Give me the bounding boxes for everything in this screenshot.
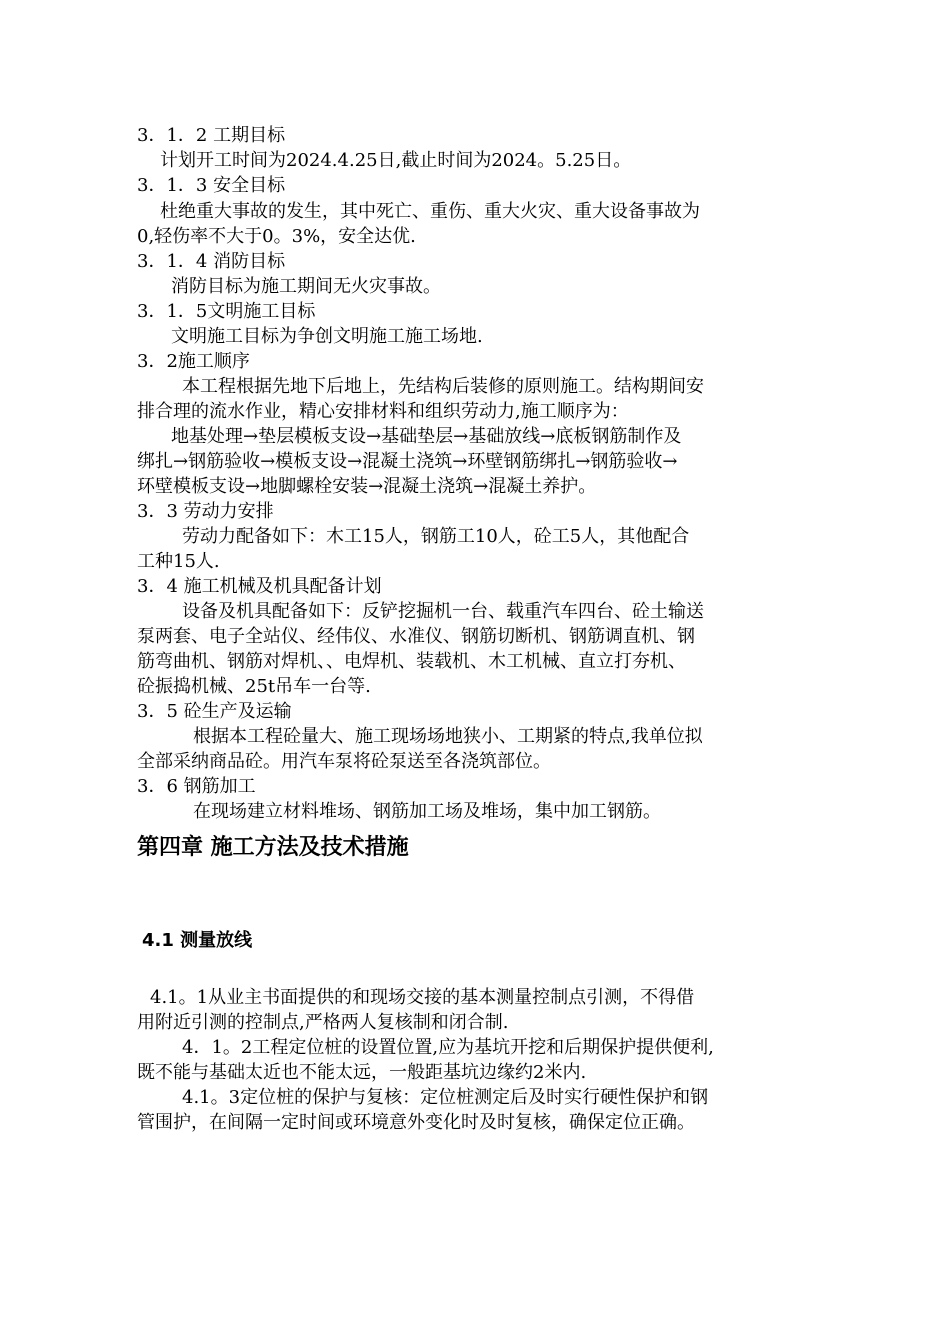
- heading-schedule-goal: 3．1．2 工期目标: [137, 125, 286, 146]
- paragraph-line: 计划开工时间为2024.4.25日,截止时间为2024。5.25日。: [160, 150, 632, 171]
- heading-civilized-goal: 3．1．5文明施工目标: [137, 301, 316, 322]
- heading-labor-arrangement: 3．3 劳动力安排: [137, 501, 274, 522]
- paragraph-line: 消防目标为施工期间无火灾事故。: [171, 276, 441, 297]
- paragraph-line: 泵两套、电子全站仪、经伟仪、水准仪、钢筋切断机、钢筋调直机、钢: [137, 626, 695, 647]
- paragraph-line: 环壁模板支设→地脚螺栓安装→混凝土浇筑→混凝土养护。: [137, 476, 597, 497]
- paragraph-line: 在现场建立材料堆场、钢筋加工场及堆场，集中加工钢筋。: [193, 801, 661, 822]
- heading-construction-sequence: 3．2施工顺序: [137, 351, 250, 372]
- paragraph-line: 绑扎→钢筋验收→模板支设→混凝土浇筑→环壁钢筋绑扎→钢筋验收→: [137, 451, 678, 472]
- paragraph-line: 地基处理→垫层模板支设→基础垫层→基础放线→底板钢筋制作及: [171, 426, 682, 447]
- heading-concrete-production: 3．5 砼生产及运输: [137, 701, 292, 722]
- paragraph-line: 排合理的流水作业，精心安排材料和组织劳动力,施工顺序为：: [137, 401, 629, 422]
- paragraph-line: 设备及机具配备如下：反铲挖掘机一台、载重汽车四台、砼土输送: [182, 601, 704, 622]
- paragraph-line: 工种15人.: [137, 551, 220, 572]
- heading-safety-goal: 3．1．3 安全目标: [137, 175, 286, 196]
- section-title: 4.1 测量放线: [142, 930, 253, 951]
- paragraph-line: 4.1。1从业主书面提供的和现场交接的基本测量控制点引测，不得借: [150, 987, 695, 1008]
- heading-rebar-processing: 3．6 钢筋加工: [137, 776, 256, 797]
- heading-machinery-plan: 3．4 施工机械及机具配备计划: [137, 576, 382, 597]
- heading-fire-goal: 3．1．4 消防目标: [137, 251, 286, 272]
- paragraph-line: 根据本工程砼量大、施工现场场地狭小、工期紧的特点,我单位拟: [193, 726, 703, 747]
- paragraph-line: 管围护，在间隔一定时间或环境意外变化时及时复核，确保定位正确。: [137, 1112, 695, 1133]
- paragraph-line: 筋弯曲机、钢筋对焊机、、电焊机、装载机、木工机械、直立打夯机、: [137, 651, 686, 672]
- paragraph-line: 砼振捣机械、25t吊车一台等.: [137, 676, 371, 697]
- paragraph-line: 4．1。2工程定位桩的设置位置,应为基坑开挖和后期保护提供便利,: [182, 1037, 714, 1058]
- paragraph-line: 用附近引测的控制点,严格两人复核制和闭合制.: [137, 1012, 509, 1033]
- paragraph-line: 杜绝重大事故的发生，其中死亡、重伤、重大火灾、重大设备事故为: [160, 201, 700, 222]
- chapter-title: 第四章 施工方法及技术措施: [137, 835, 409, 860]
- paragraph-line: 既不能与基础太近也不能太远，一般距基坑边缘约2米内.: [137, 1062, 587, 1083]
- paragraph-line: 文明施工目标为争创文明施工施工场地.: [171, 326, 483, 347]
- paragraph-line: 全部采纳商品砼。用汽车泵将砼泵送至各浇筑部位。: [137, 751, 551, 772]
- paragraph-line: 0,轻伤率不大于0。3%，安全达优.: [137, 226, 416, 247]
- paragraph-line: 4.1。3定位桩的保护与复核：定位桩测定后及时实行硬性保护和钢: [182, 1087, 709, 1108]
- paragraph-line: 本工程根据先地下后地上，先结构后装修的原则施工。结构期间安: [182, 376, 704, 397]
- paragraph-line: 劳动力配备如下：木工15人，钢筋工10人，砼工5人，其他配合: [182, 526, 690, 547]
